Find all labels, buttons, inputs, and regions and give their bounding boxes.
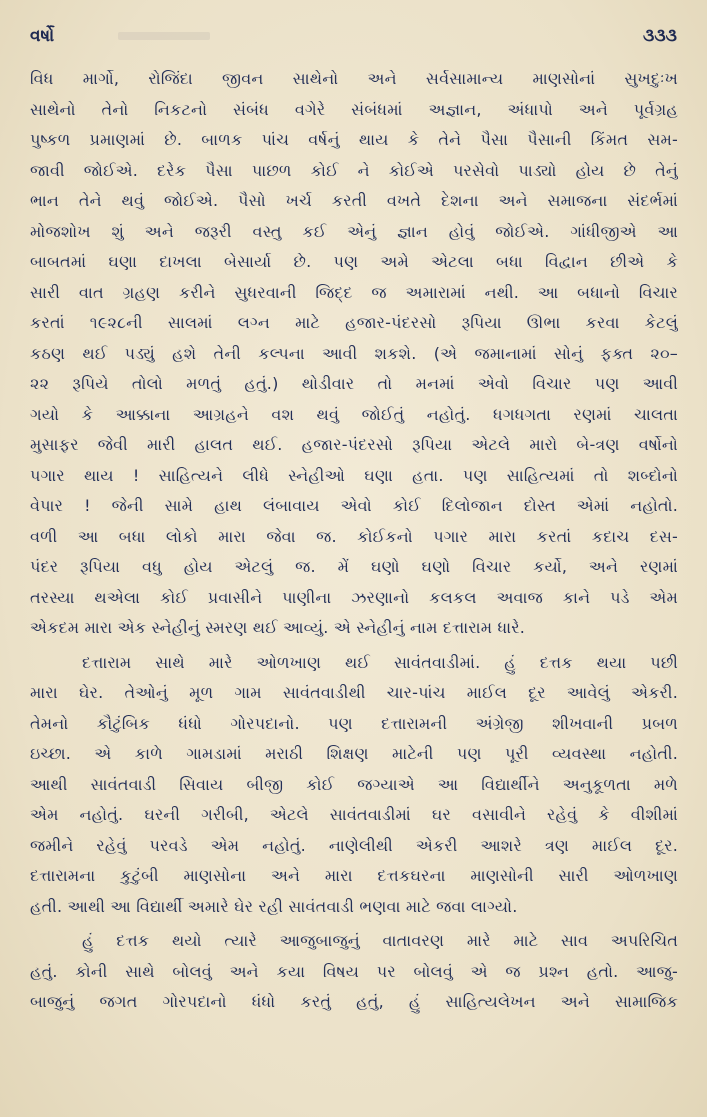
text-line: પુષ્કળ પ્રમાણમાં છે. બાળક પાંચ વર્ષનું થાય કે તેને પૈસા પૈસાની કિંમત સમ- <box>30 130 678 149</box>
text-line: ગયો કે આક્કાના આગ્રહને વશ થવું જોઈતું નહોતું. ધગધગતા રણમાં ચાલતા <box>30 404 678 424</box>
text-line: વેપાર ! જેની સામે હાથ લંબાવાય એવો કોઈ દિલોજાન દોસ્ત એમાં નહોતો. <box>30 496 678 515</box>
text-line: દત્તારામના કુટુંબી માણસોના અને મારા દત્તકઘરના માણસોની સારી ઓળખાણ <box>30 866 678 885</box>
paragraph <box>30 926 678 1018</box>
text-line: ભાન તેને થવું જોઈએ. પૈસો ખર્ચ કરતી વખતે દેશના અને સમાજના સંદર્ભમાં <box>30 191 678 210</box>
text-line: જાવી જોઈએ. દરેક પૈસા પાછળ કોઈ ને કોઈએ પરસેવો પાડ્યો હોય છે તેનું <box>30 160 678 180</box>
text-line: આથી સાવંતવાડી સિવાય બીજી કોઈ જગ્યાએ આ વિદ્યાર્થીને અનુકૂળતા મળે <box>30 774 678 794</box>
text-line: પંદર રૂપિયા વધુ હોય એટલું જ. મેં ઘણો ઘણો વિચાર કર્યો, અને રણમાં <box>30 557 678 576</box>
text-line: દત્તારામ સાથે મારે ઓળખાણ થઈ સાવંતવાડીમાં. હું દત્તક થયા પછી <box>82 652 678 672</box>
text-line: તેમનો કૌટુંબિક ધંધો ગોરપદાનો. પણ દત્તારામની અંગ્રેજી શીખવાની પ્રબળ <box>30 713 678 733</box>
chapter-title: વર્ષો <box>30 26 55 46</box>
running-header <box>30 26 677 52</box>
text-line: બાજુનું જગત ગોરપદાનો ધંધો કરતું હતું, હું સાહિત્યલેખન અને સામાજિક <box>30 992 678 1011</box>
text-line: હું દત્તક થયો ત્યારે આજુબાજુનું વાતાવરણ મારે માટે સાવ અપરિચિત <box>82 931 678 950</box>
text-line: મુસાફર જેવી મારી હાલત થઈ. હજાર-પંદરસો રૂપિયા એટલે મારો બે-ત્રણ વર્ષોનો <box>30 435 678 454</box>
text-line: મારા ઘેર. તેઓનું મૂળ ગામ સાવંતવાડીથી ચાર-પાંચ માઈલ દૂર આવેલું એકરી. <box>30 683 678 702</box>
text-line: એકદમ મારા એક સ્નેહીનું સ્મરણ થઈ આવ્યું. એ સ્નેહીનું નામ દત્તારામ ધારે. <box>30 618 525 637</box>
text-line: સાથેનો તેનો નિકટનો સંબંધ વગેરે સંબંધમાં અજ્ઞાન, અંધાપો અને પૂર્વગ્રહ <box>30 99 678 119</box>
faded-header-mark <box>118 32 210 40</box>
text-line: સારી વાત ગ્રહણ કરીને સુધરવાની જિદ્દ જ અમારામાં નથી. આ બધાનો વિચાર <box>30 282 678 302</box>
text-line: કરતાં ૧૯૨૮ની સાલમાં લગ્ન માટે હજાર-પંદરસો રૂપિયા ઊભા કરવા કેટલું <box>30 313 678 332</box>
text-line: મોજશોખ શું અને જરૂરી વસ્તુ કઈ એનું જ્ઞાન હોવું જોઈએ. ગાંધીજીએ આ <box>30 221 678 241</box>
page-number: ૩૩૩ <box>643 26 677 46</box>
text-line: જમીને રહેવું પરવડે એમ નહોતું. નાણેલીથી એકરી આશરે ત્રણ માઈલ દૂર. <box>30 835 678 855</box>
text-line: એમ નહોતું. ઘરની ગરીબી, એટલે સાવંતવાડીમાં ઘર વસાવીને રહેવું કે વીશીમાં <box>30 805 678 824</box>
text-line: પગાર થાય ! સાહિત્યને લીધે સ્નેહીઓ ઘણા હતા. પણ સાહિત્યમાં તો શબ્દોનો <box>30 465 678 485</box>
text-line: ઇચ્છા. એ કાળે ગામડામાં મરાઠી શિક્ષણ માટેની પણ પૂરી વ્યવસ્થા નહોતી. <box>30 744 678 763</box>
text-line: હતું. કોની સાથે બોલવું અને કયા વિષય પર બોલવું એ જ પ્રશ્ન હતો. આજુ- <box>30 961 678 981</box>
text-line: ૨૨ રૂપિયે તોલો મળતું હતું.) થોડીવાર તો મનમાં એવો વિચાર પણ આવી <box>30 374 678 393</box>
paragraph <box>30 64 678 644</box>
text-line: તરસ્યા થએલા કોઈ પ્રવાસીને પાણીના ઝરણાનો કલકલ અવાજ કાને પડે એમ <box>30 587 678 607</box>
text-line: બાબતમાં ઘણા દાખલા બેસાર્યા છે. પણ અમે એટલા બધા વિદ્વાન છીએ કે <box>30 252 678 271</box>
paragraph <box>30 648 678 923</box>
text-line: હતી. આથી આ વિદ્યાર્થી અમારે ઘેર રહી સાવંતવાડી ભણવા માટે જવા લાગ્યો. <box>30 896 518 916</box>
text-line: વળી આ બધા લોકો મારા જેવા જ. કોઈકનો પગાર મારા કરતાં કદાચ દસ- <box>30 526 678 546</box>
text-line: કઠણ થઈ પડ્યું હશે તેની કલ્પના આવી શકશે. (એ જમાનામાં સોનું ફક્ત ૨૦– <box>30 343 678 363</box>
text-line: વિધ માર્ગો, રોજિંદા જીવન સાથેનો અને સર્વસામાન્ય માણસોનાં સુખદુઃખ <box>30 69 678 88</box>
body-text <box>30 64 678 1018</box>
